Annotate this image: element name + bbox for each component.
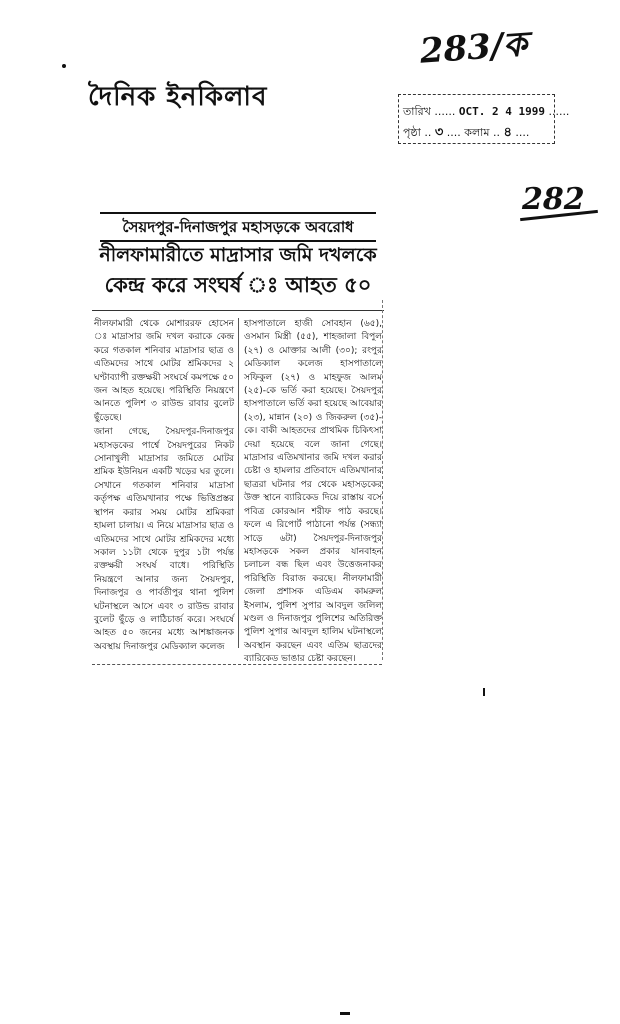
stamp-column-value: ৪ [503, 125, 512, 140]
date-stamp [398, 94, 570, 144]
stamp-date-value: OCT. 2 4 1999 [458, 105, 545, 118]
handwritten-file-number: 283/ক [418, 24, 529, 72]
headline-line-2: কেন্দ্র করে সংঘর্ষ ঃ আহত ৫০ [104, 273, 372, 297]
stamp-page-value: ৩ [434, 125, 444, 140]
handwritten-page-number: 282 [522, 182, 585, 217]
headline-line-1: নীলফামারীতে মাদ্রাসার জমি দখলকে [99, 244, 377, 266]
column-divider [238, 318, 239, 648]
newspaper-name: দৈনিক ইনকিলাব [88, 82, 268, 112]
stamp-column-label: কলাম [464, 126, 490, 139]
clipping-right-edge [382, 300, 384, 660]
right-paragraph-1: হাসপাতালে হাজী সোবহান (৬৫), ওসমান মিস্ত্রী (৫৫), শাহজালা বিপুল (২৭) ও মোক্তার আলী (৩০); রংপুর মেডিক্যাল কলেজ হাসপাতালে সফিকুল (২৭) ও মাহফুজ আলম (২৫)-কে ভর্তি করা হয়েছে। সৈয়দপুর হাসপাতালে ভর্তি করা হয়েছে আবেয়ার (২৩), মান্নান (২০) ও জিকরুল (৩৫)-কে। বাকী আহতদের প্রাথমিক চিকিৎসা দেয়া হয়েছে বলে জানা গেছে। মাদ্রাসার এতিমখানার জমি দখল করার চেষ্টা ও হামলার প্রতিবাদে এতিমখানার ছাত্ররা ঘটনার পর থেকে মহাসড়কের উক্ত স্থানে ব্যারিকেড দিয়ে রাস্তায় বসে পবিত্র কোরআন শরীফ পাঠ করছে। ফলে এ রিপোর্ট পাঠানো পর্যন্ত (সন্ধ্যা সাড়ে ৬টা) সৈয়দপুর-দিনাজপুর মহাসড়কে সকল প্রকার যানবাহন চলাচল বন্ধ ছিল এবং উত্তেজনাকর পরিস্থিতি বিরাজ করছে। নীলফামারী জেলা প্রশাসক এডিএম কামরুল ইসলাম, পুলিশ সুপার আবদুল জলিল মণ্ডল ও দিনাজপুর পুলিশের অতিরিক্ত পুলিশ সুপার আবদুল হালিম ঘটনাস্থলে অবস্থান করছেন এবং এতিম ছাত্রদের ব্যারিকেড ভাঙার চেষ্টা করছেন। [244, 319, 382, 665]
article-left-column [94, 318, 234, 655]
article-kicker: সৈয়দপুর-দিনাজপুর মহাসড়কে অবরোধ [100, 212, 376, 242]
scan-speck [62, 64, 66, 68]
clipping-bottom-edge [92, 664, 382, 666]
article-headline [92, 240, 384, 300]
stamp-page-row: পৃষ্ঠা .. ৩ .... কলাম .. ৪ .... [403, 125, 530, 140]
left-paragraph-1: নীলফামারী থেকে মোশাররফ হোসেন ঃ মাদ্রাসার জমি দখল করাকে কেন্দ্র করে গতকাল শনিবার মাদ্রাসার ছাত্র ও এতিমদের সাথে মোটর শ্রমিকদের ২ ঘণ্টাব্যাপী রক্তক্ষয়ী সংঘর্ষে কমপক্ষে ৫০ জন আহত হয়েছে। পরিস্থিতি নিয়ন্ত্রণে আনতে পুলিশ ৩ রাউন্ড রাবার বুলেট ছুঁড়েছে। [94, 319, 234, 423]
stamp-date-label: তারিখ [403, 105, 431, 118]
left-paragraph-2: জানা গেছে, সৈয়দপুর-দিনাজপুর মহাসড়কের পার্শ্বে সৈয়দপুরের নিকট সোনাখুলী মাদ্রাসার জমিতে মোটর শ্রমিক ইউনিয়ন একটি খড়ের ঘর তুলে। সেখানে গতকাল শনিবার মাদ্রাসা কর্তৃপক্ষ এতিমখানার পক্ষে ভিত্তিপ্রস্তর স্থাপন করার সময় মোটর শ্রমিকরা হামলা চালায়। এ নিয়ে মাদ্রাসার ছাত্র ও এতিমদের সাথে মোটর শ্রমিকদের মধ্যে সকাল ১১টা থেকে দুপুর ১টা পর্যন্ত রক্তক্ষয়ী সংঘর্ষ বাধে। পরিস্থিতি নিয়ন্ত্রণে আনার জন্য সৈয়দপুর, দিনাজপুর ও পার্বতীপুর থানা পুলিশ ঘটনাস্থলে আসে এবং ৩ রাউন্ড রাবার বুলেট ছুঁড়ে ও লাঠিচার্জ করে। সংঘর্ষে আহত ৫০ জনের মধ্যে আশঙ্কাজনক অবস্থায় দিনাজপুর মেডিক্যাল কলেজ [94, 427, 234, 652]
scan-speck [483, 688, 485, 696]
stamp-date-row: তারিখ ...... OCT. 2 4 1999 ...... [403, 105, 570, 118]
article-right-column [244, 318, 382, 668]
stamp-page-label: পৃষ্ঠা [403, 126, 421, 139]
scan-speck [340, 1012, 350, 1015]
headline-rule [92, 310, 384, 311]
